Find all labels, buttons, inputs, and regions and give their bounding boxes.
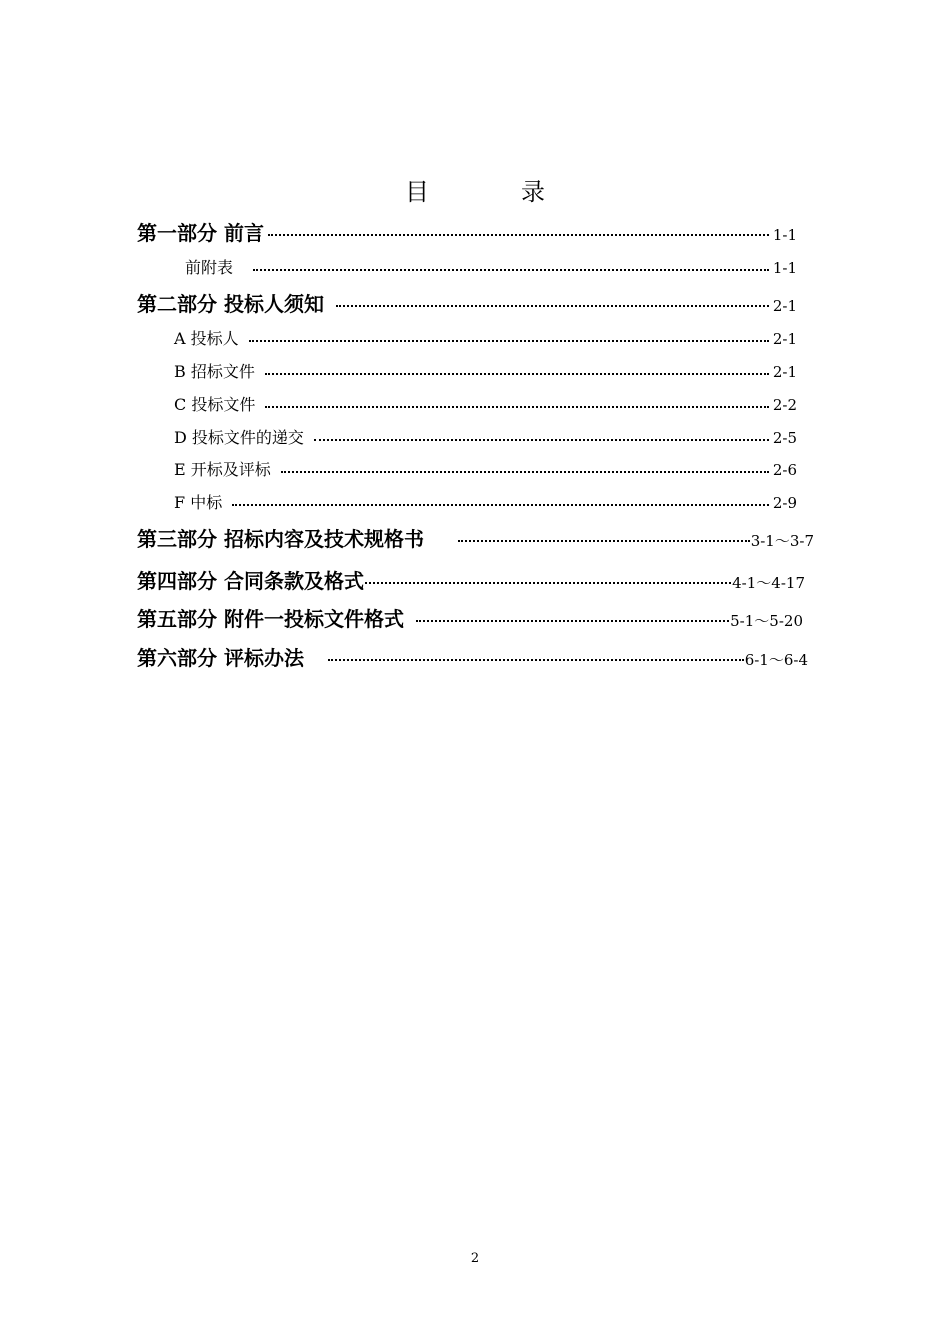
page-number: 2 [470,1251,480,1266]
toc-entry-label: A 投标人 [174,329,239,348]
dot-leader [314,439,769,441]
toc-entry-label: F 中标 [174,493,223,512]
toc-entry-label: C 投标文件 [174,395,256,414]
toc-entry-page: 1-1 [772,259,797,277]
toc-entry-label: B 招标文件 [174,362,255,381]
toc-entry-a[interactable] [174,326,797,349]
dot-leader [232,504,769,506]
dot-leader [281,471,769,473]
toc-entry-label: E 开标及评标 [174,460,271,479]
dot-leader [265,373,769,375]
toc-entry-label: 第六部分 评标办法 [137,646,304,670]
toc-entry-page: 2-1 [772,297,797,315]
toc-entry-label: 前附表 [185,258,234,277]
toc-entry-page: 2-1 [772,363,797,381]
toc-entry-f[interactable] [174,490,797,513]
toc-entry-d[interactable] [174,425,797,448]
toc-entry-part6[interactable] [137,642,808,671]
toc-entry-label: D 投标文件的递交 [174,428,304,447]
toc-entry-page: 2-5 [772,429,797,447]
toc-entry-part4[interactable] [137,565,805,594]
toc-entry-part2[interactable] [137,288,797,317]
toc-title: 目 录 [405,178,579,206]
toc-entry-e[interactable] [174,457,797,480]
dot-leader [365,582,731,584]
toc-entry-b[interactable] [174,359,797,382]
dot-leader [458,540,750,542]
toc-entry-label: 第四部分 合同条款及格式 [137,569,364,593]
dot-leader [253,269,769,271]
toc-entry-page: 5-1～5-20 [730,612,803,630]
toc-entry-page: 4-1～4-17 [732,574,805,592]
dot-leader [336,305,769,307]
toc-entry-page: 2-9 [772,494,797,512]
dot-leader [265,406,769,408]
toc-entry-page: 6-1～6-4 [744,651,808,669]
toc-entry-c[interactable] [174,392,797,415]
toc-entry-label: 第一部分 前言 [137,221,264,245]
toc-entry-front-table[interactable] [185,255,797,278]
dot-leader [416,620,729,622]
dot-leader [249,340,769,342]
dot-leader [328,659,744,661]
dot-leader [268,234,769,236]
toc-entry-part5[interactable] [137,603,803,632]
toc-entry-part3[interactable] [137,523,814,552]
toc-entry-page: 2-2 [772,396,797,414]
toc-entry-label: 第五部分 附件一投标文件格式 [137,607,404,631]
toc-entry-page: 2-1 [772,330,797,348]
toc-entry-label: 第三部分 招标内容及技术规格书 [137,527,424,551]
toc-entry-page: 3-1～3-7 [750,532,814,550]
toc-entry-part1[interactable] [137,217,797,246]
toc-entry-page: 1-1 [772,226,797,244]
toc-entry-page: 2-6 [772,461,797,479]
toc-entry-label: 第二部分 投标人须知 [137,292,324,316]
